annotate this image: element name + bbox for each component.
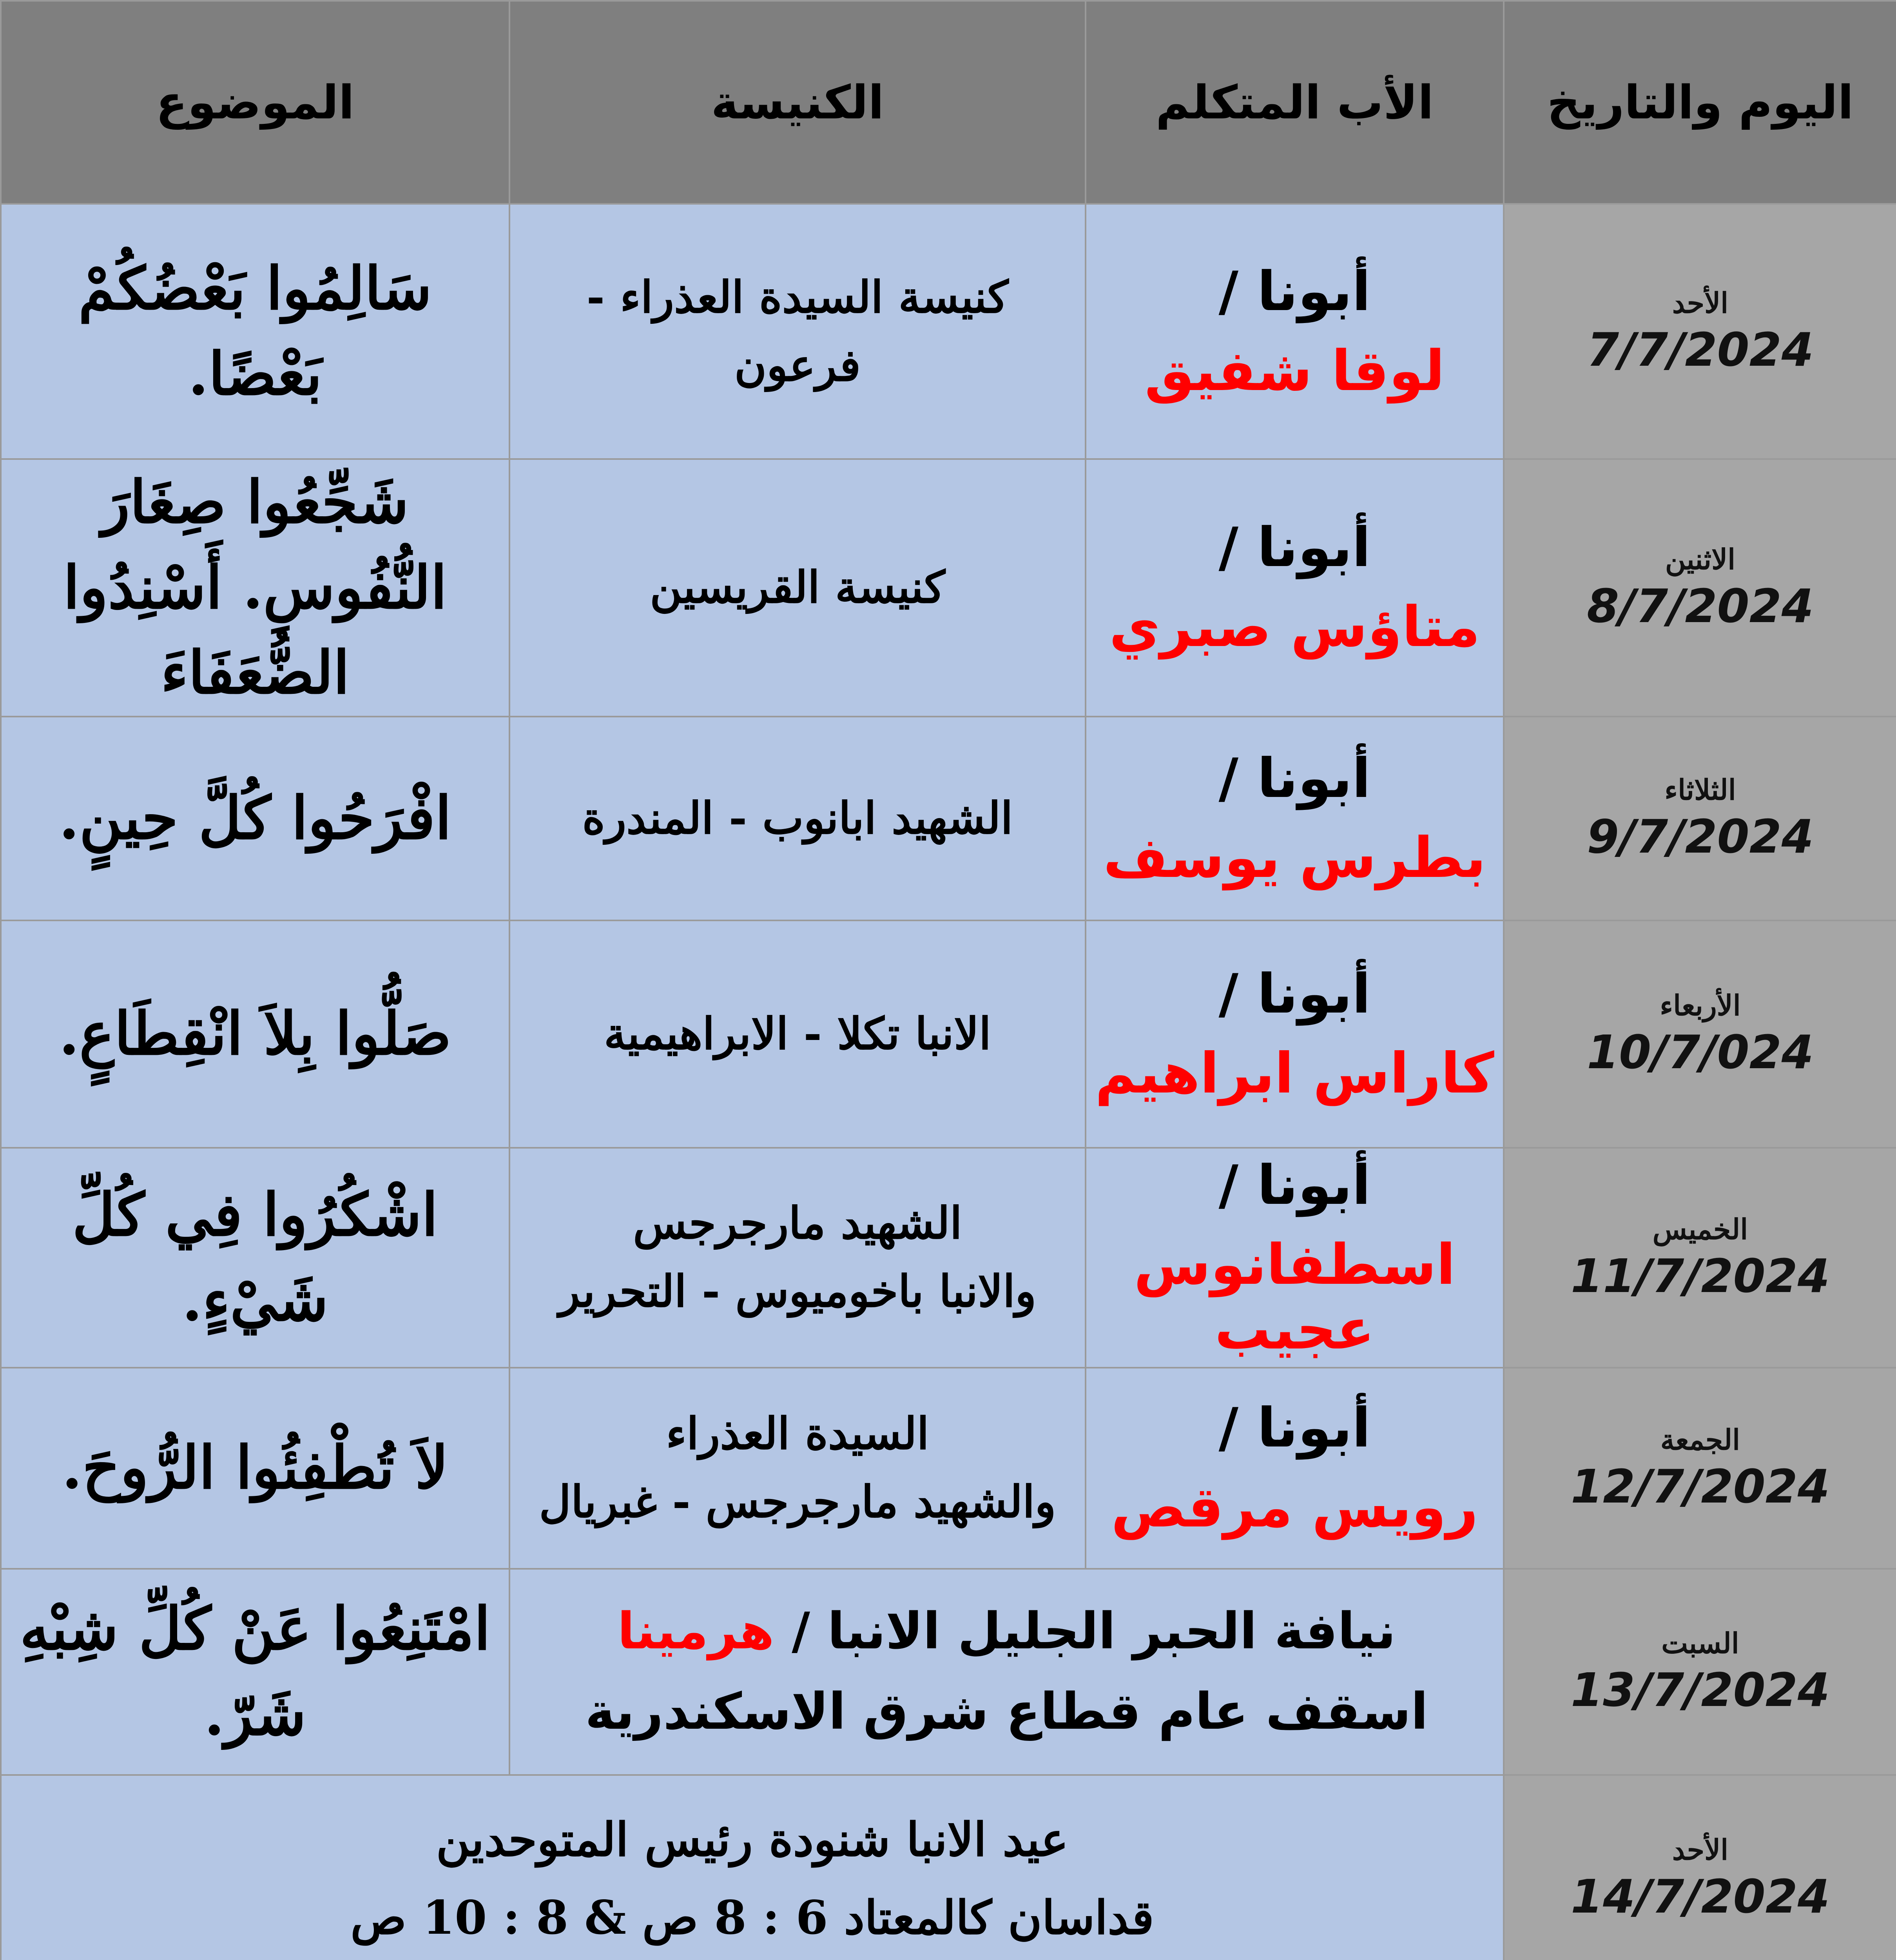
- bishop-line-2: اسقف عام قطاع شرق الاسكندرية: [585, 1682, 1428, 1741]
- bishop-line-1: [518, 1592, 1495, 1672]
- bishop-cell: [509, 1569, 1504, 1775]
- speaker-cell: [1086, 204, 1504, 459]
- feast-masses: قداسان كالمعتاد 6 : 8 ص & 8 : 10 ص: [350, 1890, 1154, 1945]
- day-name: الأحد: [1672, 286, 1729, 319]
- table-row-sunday: [1, 1775, 1896, 1960]
- day-name: الأحد: [1672, 1833, 1729, 1866]
- church-cell: [509, 920, 1086, 1148]
- church-cell: [509, 1368, 1086, 1569]
- speaker-cell: [1086, 1368, 1504, 1569]
- table-row: [1, 920, 1896, 1148]
- speaker-name: بطرس يوسف: [1103, 825, 1486, 890]
- day-name: الأربعاء: [1660, 989, 1741, 1022]
- topic-cell: [1, 204, 509, 459]
- church-line: الانبا تكلا - الابراهيمية: [604, 1008, 991, 1060]
- day-date-cell: [1504, 1148, 1896, 1368]
- speaker-prefix: أبونا /: [1218, 1396, 1371, 1459]
- date: 14/7/2024: [1571, 1869, 1830, 1924]
- topic-cell: [1, 920, 509, 1148]
- speaker-name: لوقا شفيق: [1144, 338, 1445, 403]
- header-topic: الموضوع: [1, 1, 509, 204]
- table-row: [1, 1148, 1896, 1368]
- table-row-saturday: [1, 1569, 1896, 1775]
- speaker-prefix: أبونا /: [1218, 746, 1371, 810]
- day-date-cell: [1504, 920, 1896, 1148]
- date: 13/7/2024: [1571, 1663, 1830, 1717]
- speaker-prefix: أبونا /: [1218, 516, 1371, 579]
- speaker-prefix: أبونا /: [1218, 260, 1371, 323]
- table-row: [1, 459, 1896, 717]
- topic-cell: [1, 717, 509, 920]
- church-cell: [509, 459, 1086, 717]
- speaker-prefix: أبونا /: [1218, 1153, 1371, 1217]
- speaker-cell: [1086, 459, 1504, 717]
- topic-cell: [1, 1569, 509, 1775]
- church-line: كنيسة السيدة العذراء - فرعون: [586, 271, 1009, 391]
- day-date-cell: [1504, 1775, 1896, 1960]
- church-line: والشهيد مارجرجس - غبريال: [539, 1476, 1056, 1528]
- church-line: السيدة العذراء: [666, 1408, 929, 1460]
- header-church: الكنيسة: [509, 1, 1086, 204]
- table-row: [1, 1368, 1896, 1569]
- speaker-name: متاؤس صبري: [1109, 595, 1480, 660]
- header-speaker: الأب المتكلم: [1086, 1, 1504, 204]
- topic-text: سَالِمُوا بَعْضُكُمْ بَعْضًا.: [78, 254, 432, 408]
- church-line: والانبا باخوميوس - التحرير: [558, 1266, 1037, 1317]
- bishop-title: نيافة الحبر الجليل الانبا /: [792, 1602, 1396, 1661]
- header-day-date: اليوم والتاريخ: [1504, 1, 1896, 204]
- day-name: الجمعة: [1660, 1423, 1740, 1456]
- table-row: [1, 717, 1896, 920]
- topic-cell: [1, 459, 509, 717]
- speaker-cell: [1086, 1148, 1504, 1368]
- day-date-cell: [1504, 717, 1896, 920]
- speaker-name: رويس مرقص: [1111, 1475, 1478, 1540]
- day-date-cell: [1504, 204, 1896, 459]
- church-line: الشهيد مارجرجس: [633, 1198, 962, 1249]
- day-date-cell: [1504, 1569, 1896, 1775]
- date: 12/7/2024: [1571, 1459, 1830, 1514]
- day-name: السبت: [1661, 1626, 1739, 1660]
- day-date-cell: [1504, 1368, 1896, 1569]
- date: 9/7/2024: [1587, 809, 1814, 864]
- table-row: [1, 204, 1896, 459]
- feast-cell: [1, 1775, 1504, 1960]
- date: 8/7/2024: [1587, 579, 1814, 633]
- speaker-name: كاراس ابراهيم: [1095, 1041, 1494, 1106]
- topic-text: امْتَنِعُوا عَنْ كُلِّ شِبْهِ شَرّ.: [20, 1594, 491, 1749]
- date: 11/7/2024: [1571, 1249, 1830, 1303]
- topic-text: افْرَحُوا كُلَّ حِينٍ.: [59, 783, 451, 853]
- speaker-cell: [1086, 717, 1504, 920]
- church-line: كنيسة القريسين: [650, 562, 945, 613]
- date: 7/7/2024: [1587, 323, 1814, 377]
- speaker-prefix: أبونا /: [1218, 962, 1371, 1025]
- day-date-cell: [1504, 459, 1896, 717]
- bishop-name: هرمينا: [617, 1602, 774, 1661]
- topic-cell: [1, 1148, 509, 1368]
- day-name: الخميس: [1652, 1212, 1748, 1246]
- speaker-name: اسطفانوس عجيب: [1134, 1232, 1456, 1362]
- feast-title: عيد الانبا شنودة رئيس المتوحدين: [436, 1812, 1069, 1867]
- topic-text: صَلُّوا بِلاَ انْقِطَاعٍ.: [59, 999, 451, 1068]
- speaker-cell: [1086, 920, 1504, 1148]
- church-cell: [509, 204, 1086, 459]
- topic-text: لاَ تُطْفِئُوا الرُّوحَ.: [62, 1433, 449, 1503]
- church-cell: [509, 1148, 1086, 1368]
- date: 10/7/024: [1587, 1025, 1814, 1079]
- day-name: الثلاثاء: [1664, 773, 1736, 806]
- day-name: الاثنين: [1665, 542, 1736, 576]
- topic-cell: [1, 1368, 509, 1569]
- church-line: الشهيد ابانوب - المندرة: [582, 792, 1013, 844]
- church-cell: [509, 717, 1086, 920]
- header-row: [1, 1, 1896, 204]
- topic-text: شَجِّعُوا صِغَارَ النُّفُوسِ. أَسْنِدُوا الضُّعَفَاءَ: [63, 468, 447, 707]
- topic-text: اشْكُرُوا فِي كُلِّ شَيْءٍ.: [72, 1180, 438, 1334]
